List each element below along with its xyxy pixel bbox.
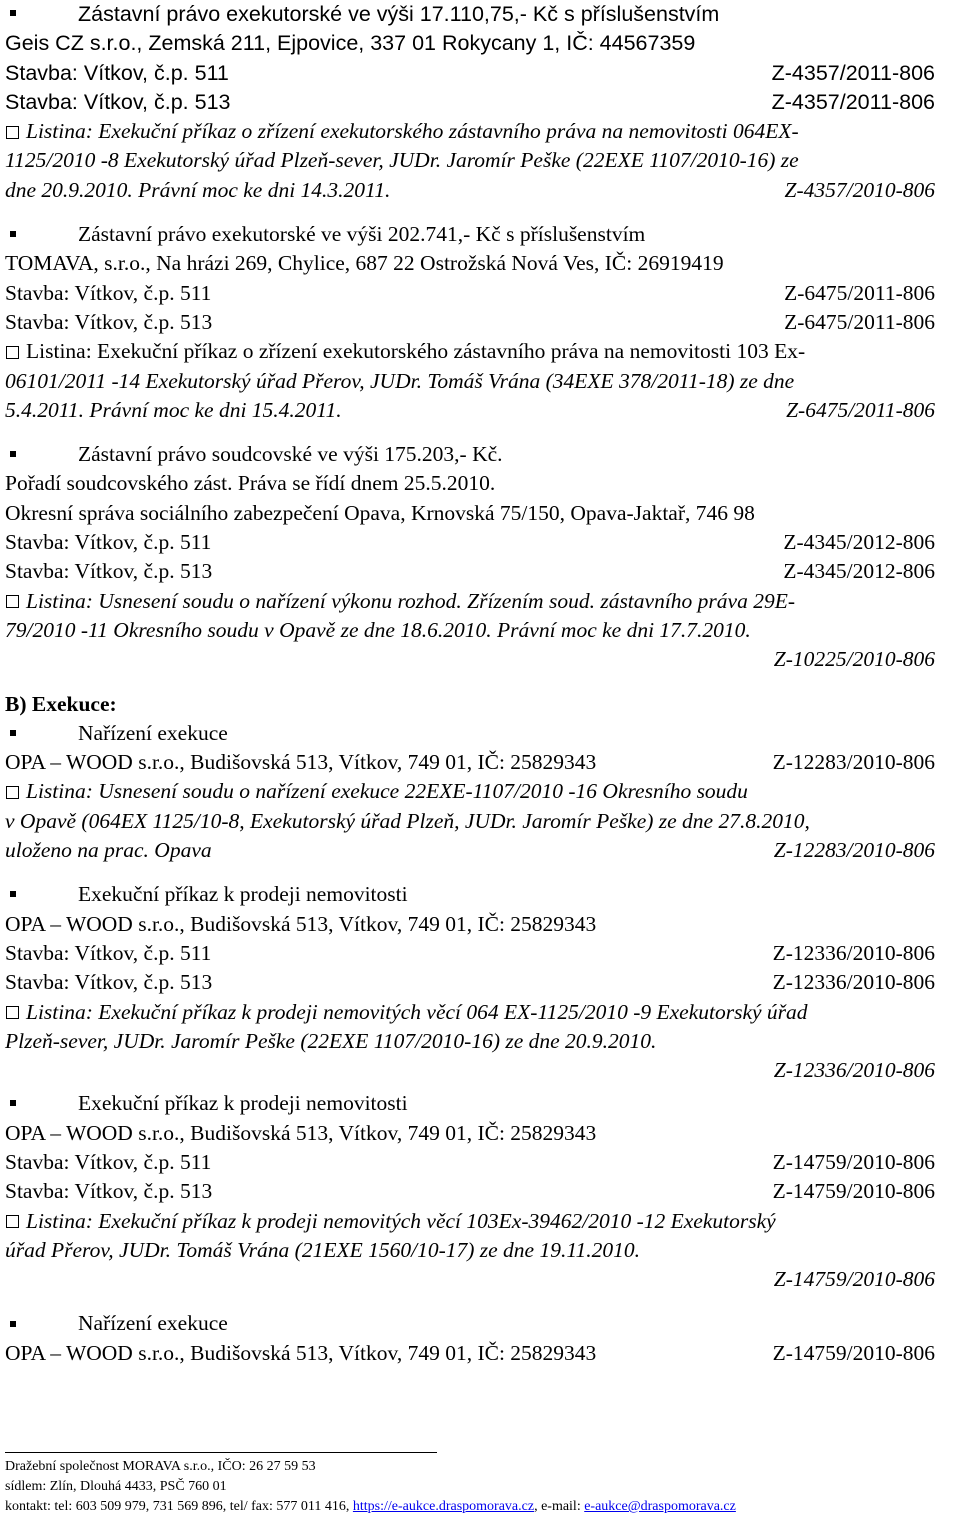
property-row: Stavba: Vítkov, č.p. 511 Z-6475/2011-806 <box>5 280 935 305</box>
listina-line: uloženo na prac. Opava Z-12283/2010-806 <box>5 838 935 863</box>
listina-line: úřad Přerov, JUDr. Tomáš Vrána (21EXE 1560/10-17) ze dne 19.11.2010. <box>5 1237 640 1262</box>
property-row: Stavba: Vítkov, č.p. 511 Z-12336/2010-806 <box>5 940 935 965</box>
property-row: Stavba: Vítkov, č.p. 513 Z-4345/2012-806 <box>5 559 935 584</box>
execution-title: Exekuční příkaz k prodeji nemovitosti <box>5 880 935 909</box>
document-body <box>5 0 935 1368</box>
property-row: Stavba: Vítkov, č.p. 513 Z-6475/2011-806 <box>5 309 935 334</box>
bullet-icon <box>10 891 16 897</box>
listina-line: dne 20.9.2010. Právní moc ke dni 14.3.2011. Z-4357/2010-806 <box>5 177 935 202</box>
execution-party: OPA – WOOD s.r.o., Budišovská 513, Vítkov, 749 01, IČ: 25829343 <box>5 1120 597 1145</box>
listina-line: Z-12336/2010-806 <box>773 1058 935 1083</box>
checkbox-square-icon <box>6 1215 19 1228</box>
listina-line: 06101/2011 -14 Exekutorský úřad Přerov, JUDr. Tomáš Vrána (34EXE 378/2011-18) ze dne <box>5 368 795 393</box>
checkbox-square-icon <box>6 786 19 799</box>
footer-contact: kontakt: tel: 603 509 979, 731 569 896, tel/ fax: 577 011 416, https://e-aukce.draspomorava.cz, e-mail: e-aukce@draspomorava.cz <box>5 1499 736 1514</box>
listina-line: Listina: Usnesení soudu o nařízení výkonu rozhod. Zřízením soud. zástavního práva 29E- <box>5 587 935 616</box>
page-footer <box>5 1452 935 1517</box>
property-row: Stavba: Vítkov, č.p. 513 Z-4357/2011-806 <box>5 89 935 114</box>
execution-title: Nařízení exekuce <box>5 719 935 748</box>
execution-party: OPA – WOOD s.r.o., Budišovská 513, Vítkov, 749 01, IČ: 25829343 <box>5 911 597 936</box>
listina-line: Z-14759/2010-806 <box>773 1267 935 1292</box>
footer-seat: sídlem: Zlín, Dlouhá 4433, PSČ 760 01 <box>5 1479 227 1494</box>
lien-party-3: Okresní správa sociálního zabezpečení Opava, Krnovská 75/150, Opava-Jaktař, 746 98 <box>5 500 755 525</box>
listina-line: Plzeň-sever, JUDr. Jaromír Peške (22EXE 1107/2010-16) ze dne 20.9.2010. <box>5 1028 657 1053</box>
checkbox-square-icon <box>6 1006 19 1019</box>
bullet-icon <box>10 10 16 16</box>
bullet-icon <box>10 1321 16 1327</box>
execution-title: Nařízení exekuce <box>5 1309 935 1338</box>
checkbox-square-icon <box>6 595 19 608</box>
listina-line: Listina: Exekuční příkaz k prodeji nemovitých věcí 064 EX-1125/2010 -9 Exekutorský úřad <box>5 998 935 1027</box>
listina-line: 5.4.2011. Právní moc ke dni 15.4.2011. Z-6475/2011-806 <box>5 397 935 422</box>
listina-line: Listina: Exekuční příkaz o zřízení exekutorského zástavního práva na nemovitosti 064EX- <box>5 117 935 146</box>
bullet-icon <box>10 1100 16 1106</box>
footer-company: Dražební společnost MORAVA s.r.o., IČO: 26 27 59 53 <box>5 1459 316 1474</box>
execution-party: OPA – WOOD s.r.o., Budišovská 513, Vítkov, 749 01, IČ: 25829343 Z-12283/2010-806 <box>5 750 935 775</box>
lien-title-3: Zástavní právo soudcovské ve výši 175.203,- Kč. <box>5 440 935 469</box>
listina-line: v Opavě (064EX 1125/10-8, Exekutorský úřad Plzeň, JUDr. Jaromír Peške) ze dne 27.8.2010, <box>5 808 810 833</box>
property-row: Stavba: Vítkov, č.p. 511 Z-4357/2011-806 <box>5 60 935 85</box>
website-link[interactable]: https://e-aukce.draspomorava.cz <box>352 1499 535 1514</box>
listina-line: Listina: Usnesení soudu o nařízení exekuce 22EXE-1107/2010 -16 Okresního soudu <box>5 777 935 806</box>
property-row: Stavba: Vítkov, č.p. 513 Z-12336/2010-806 <box>5 970 935 995</box>
footer-rule <box>5 1452 437 1453</box>
bullet-icon <box>10 451 16 457</box>
execution-title: Exekuční příkaz k prodeji nemovitosti <box>5 1089 935 1118</box>
execution-party: OPA – WOOD s.r.o., Budišovská 513, Vítkov, 749 01, IČ: 25829343 Z-14759/2010-806 <box>5 1340 935 1365</box>
listina-line: 79/2010 -11 Okresního soudu v Opavě ze dne 18.6.2010. Právní moc ke dni 17.7.2010. <box>5 617 751 642</box>
lien-party-2: TOMAVA, s.r.o., Na hrázi 269, Chylice, 687 22 Ostrožská Nová Ves, IČ: 26919419 <box>5 251 724 276</box>
property-row: Stavba: Vítkov, č.p. 513 Z-14759/2010-806 <box>5 1179 935 1204</box>
lien-order: Pořadí soudcovského zást. Práva se řídí dnem 25.5.2010. <box>5 471 496 496</box>
property-row: Stavba: Vítkov, č.p. 511 Z-14759/2010-806 <box>5 1149 935 1174</box>
lien-title-2: Zástavní právo exekutorské ve výši 202.741,- Kč s příslušenstvím <box>5 220 935 249</box>
checkbox-square-icon <box>6 346 19 359</box>
email-link[interactable]: e-aukce@draspomorava.cz <box>584 1499 736 1514</box>
bullet-icon <box>10 730 16 736</box>
lien-title-1: Zástavní právo exekutorské ve výši 17.110,75,- Kč s příslušenstvím <box>5 0 935 29</box>
listina-line: Listina: Exekuční příkaz k prodeji nemovitých věcí 103Ex-39462/2010 -12 Exekutorský <box>5 1207 935 1236</box>
lien-party-1: Geis CZ s.r.o., Zemská 211, Ejpovice, 337 01 Rokycany 1, IČ: 44567359 <box>5 31 696 56</box>
listina-line: Listina: Exekuční příkaz o zřízení exekutorského zástavního práva na nemovitosti 103 Ex- <box>5 337 935 366</box>
section-b-heading: B) Exekuce: <box>5 691 117 716</box>
listina-line: 1125/2010 -8 Exekutorský úřad Plzeň-sever, JUDr. Jaromír Peške (22EXE 1107/2010-16) ze <box>5 148 799 173</box>
listina-line: Z-10225/2010-806 <box>773 647 935 672</box>
checkbox-square-icon <box>6 126 19 139</box>
bullet-icon <box>10 231 16 237</box>
property-row: Stavba: Vítkov, č.p. 511 Z-4345/2012-806 <box>5 530 935 555</box>
